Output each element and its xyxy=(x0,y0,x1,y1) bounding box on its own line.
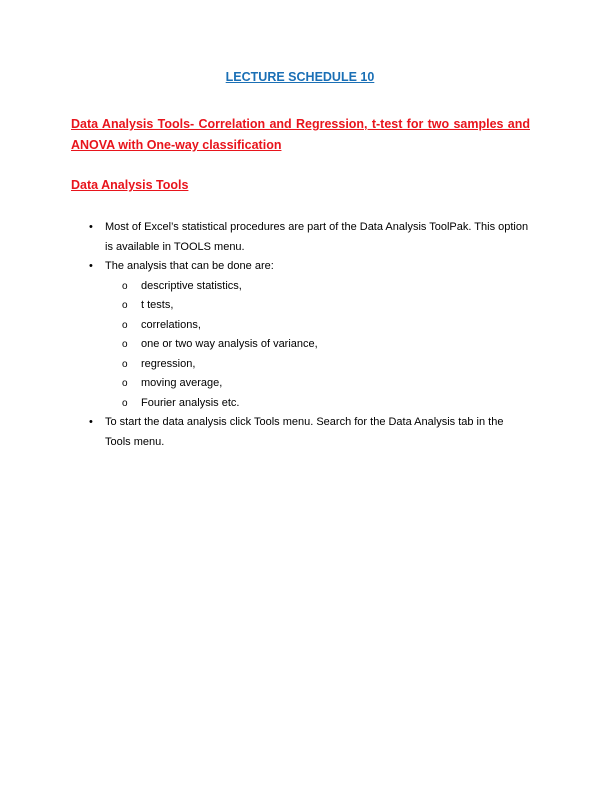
sub-list-item-text: moving average, xyxy=(141,377,223,389)
sub-bullet-marker: o xyxy=(122,300,128,311)
sub-list-item-text: regression, xyxy=(141,357,196,370)
sub-list-item xyxy=(105,277,531,297)
sub-list-item-text: t tests, xyxy=(141,299,174,311)
list-item xyxy=(71,218,531,257)
sub-list-item xyxy=(105,374,531,394)
sub-list-item-text: descriptive statistics, xyxy=(141,279,242,292)
sub-bullet-marker: o xyxy=(122,397,128,409)
sub-list-item xyxy=(105,335,531,355)
list-item xyxy=(71,257,531,413)
sub-list-item-text: one or two way analysis of variance, xyxy=(141,338,318,350)
topic-title: Data Analysis Tools- Correlation and Regression, t-test for two samples and ANOVA with One-way classification xyxy=(71,117,530,152)
sub-bullet-marker: o xyxy=(122,378,128,389)
list-item-text: To start the data analysis click Tools menu. Search for the Data Analysis tab in the Tools menu. xyxy=(105,416,504,448)
sub-bullet-marker: o xyxy=(122,339,128,350)
section-heading: Data Analysis Tools xyxy=(71,178,189,192)
list-item-text: Most of Excel’s statistical procedures are part of the Data Analysis ToolPak. This option is available in TOOLS menu. xyxy=(105,221,529,253)
sub-bullet-marker: o xyxy=(122,358,128,370)
sub-list xyxy=(105,277,531,414)
sub-list-item-text: Fourier analysis etc. xyxy=(141,396,240,409)
list-item xyxy=(71,413,531,452)
sub-list-item xyxy=(105,316,531,336)
sub-list-item xyxy=(105,394,531,414)
sub-list-item xyxy=(105,296,531,316)
bullet-list xyxy=(71,218,531,452)
bullet-marker: • xyxy=(89,221,93,233)
sub-bullet-marker: o xyxy=(122,280,128,292)
bullet-marker: • xyxy=(89,260,93,272)
sub-list-item xyxy=(105,355,531,375)
lecture-title: LECTURE SCHEDULE 10 xyxy=(225,70,375,84)
sub-bullet-marker: o xyxy=(122,319,128,331)
sub-list-item-text: correlations, xyxy=(141,318,201,331)
bullet-marker: • xyxy=(89,416,93,428)
list-item-text: The analysis that can be done are: xyxy=(105,260,274,272)
